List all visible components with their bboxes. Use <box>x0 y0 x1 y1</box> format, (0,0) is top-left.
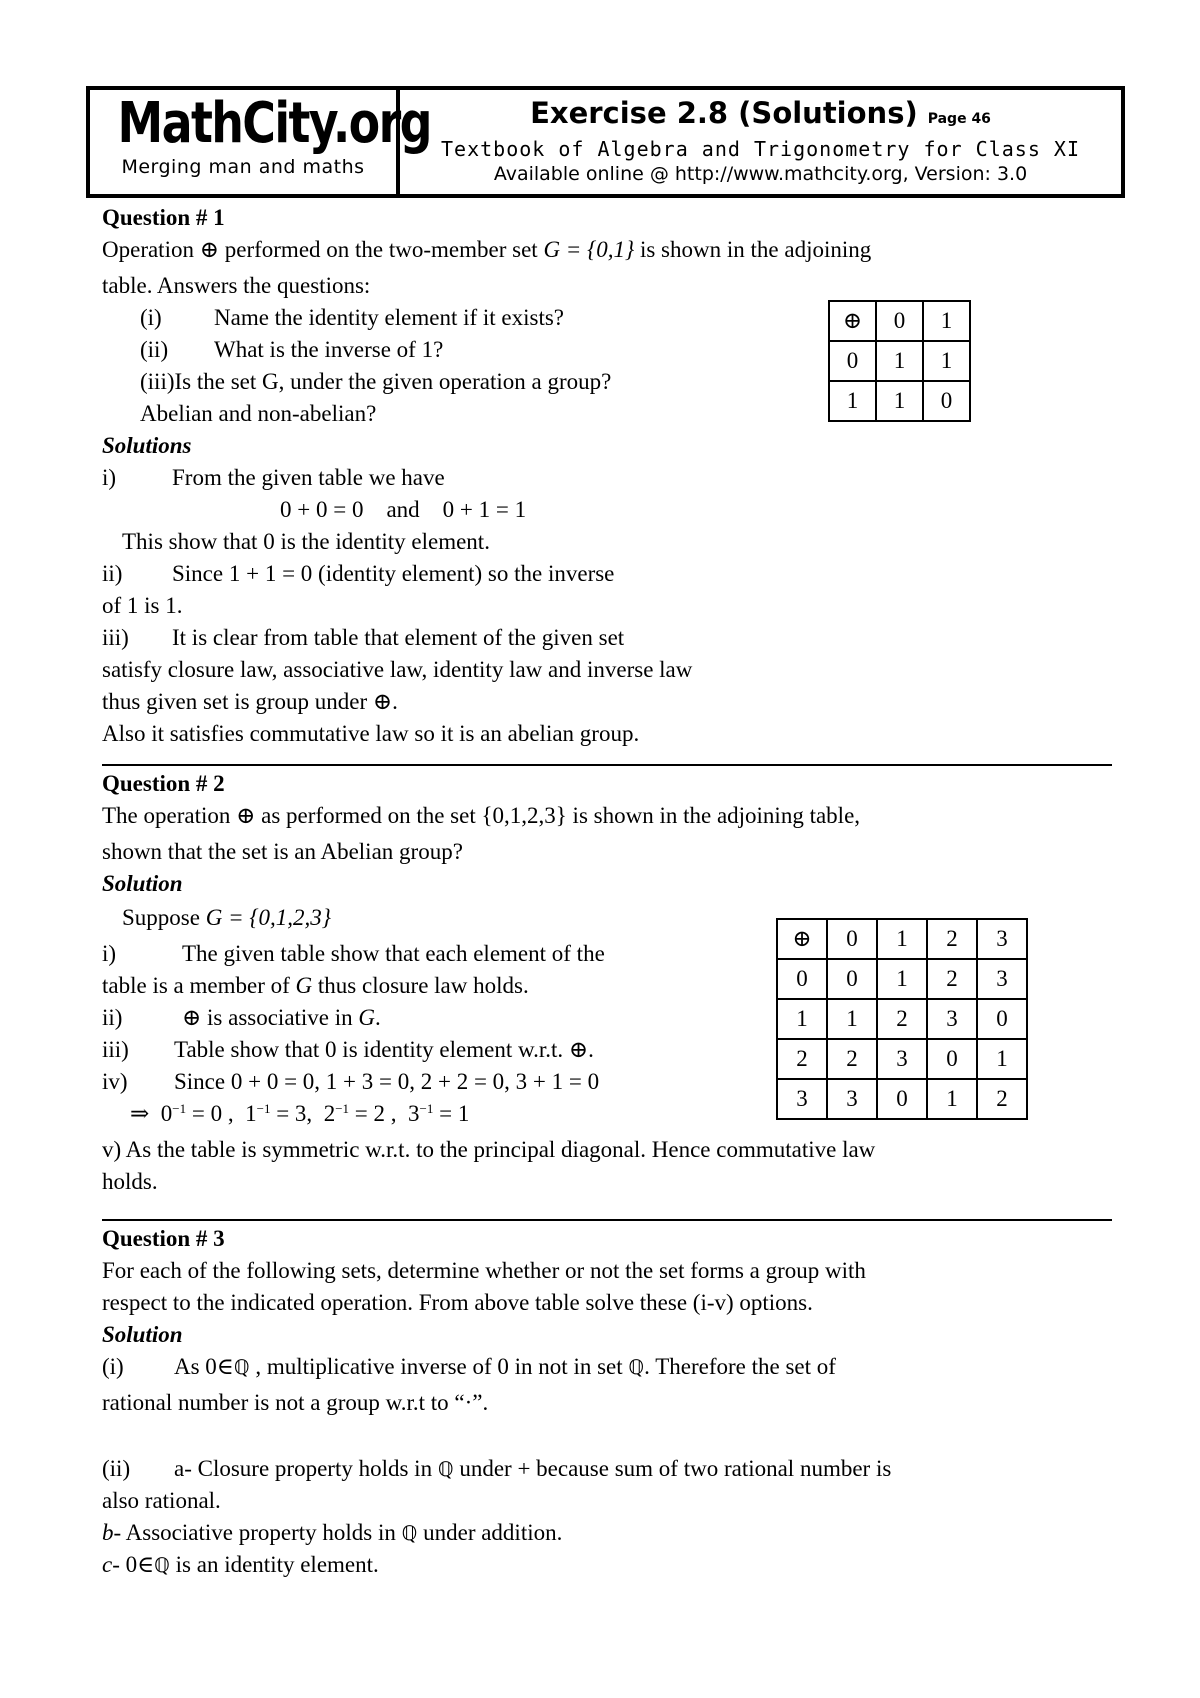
solution-line: This show that 0 is the identity element. <box>122 529 490 554</box>
solution-line: i) The given table show that each element of the <box>102 941 605 966</box>
table-cell: 0 <box>977 999 1027 1039</box>
table-cell: 1 <box>829 381 876 421</box>
table-row <box>777 1039 1027 1079</box>
solution-line: iv) Since 0 + 0 = 0, 1 + 3 = 0, 2 + 2 = 0, 3 + 1 = 0 <box>102 1069 600 1094</box>
table-row <box>777 919 1027 959</box>
solution-line: (i) As 0∈ℚ , multiplicative inverse of 0 in not in set ℚ. Therefore the set of <box>102 1354 836 1379</box>
table-row <box>829 381 970 421</box>
rational-set-symbol: ℚ <box>154 1553 170 1577</box>
table-cell: 1 <box>877 959 927 999</box>
solution-line: satisfy closure law, associative law, identity law and inverse law <box>102 657 693 682</box>
table-cell: 1 <box>927 1079 977 1119</box>
math-set: G = {0,1,2,3} <box>205 905 331 930</box>
table-cell: 0 <box>777 959 827 999</box>
question-text: Operation ⊕ performed on the two-member set G = {0,1} is shown in the adjoining <box>102 237 872 262</box>
table-cell: 1 <box>923 341 970 381</box>
table-cell: 0 <box>877 1079 927 1119</box>
availability-line: Available online @ http://www.mathcity.org, Version: 3.0 <box>493 163 1028 185</box>
question-heading: Question # 2 <box>102 771 225 796</box>
question-heading: Question # 3 <box>102 1226 225 1251</box>
table-cell: 2 <box>827 1039 877 1079</box>
question-item: (iii)Is the set G, under the given operation a group? <box>140 369 612 394</box>
solution-heading: Solutions <box>102 433 192 458</box>
table-cell: ⊕ <box>829 301 876 341</box>
table-row <box>777 999 1027 1039</box>
table-cell: 2 <box>927 959 977 999</box>
table-cell: 3 <box>977 959 1027 999</box>
table-cell: 1 <box>876 381 923 421</box>
solution-line: of 1 is 1. <box>102 593 183 618</box>
question-heading: Question # 1 <box>102 205 225 230</box>
solution-heading: Solution <box>102 871 183 896</box>
question-text: shown that the set is an Abelian group? <box>102 839 463 864</box>
table-cell: ⊕ <box>777 919 827 959</box>
table-cell: 0 <box>827 959 877 999</box>
rational-set-symbol: ℚ <box>401 1521 418 1545</box>
question-3 <box>102 1223 1112 1581</box>
solution-line: Suppose G = {0,1,2,3} <box>122 905 331 930</box>
solution-line: also rational. <box>102 1488 221 1513</box>
table-cell: 3 <box>927 999 977 1039</box>
table-cell: 1 <box>877 919 927 959</box>
solution-line: iii) Table show that 0 is identity element w.r.t. ⊕. <box>102 1037 594 1062</box>
solution-heading: Solution <box>102 1322 183 1347</box>
solution-line: holds. <box>102 1169 158 1194</box>
table-cell: 2 <box>877 999 927 1039</box>
solution-line: (ii) a- Closure property holds in ℚ under + because sum of two rational number is <box>102 1456 892 1481</box>
table-cell: 3 <box>827 1079 877 1119</box>
table-row <box>829 301 970 341</box>
question-text: respect to the indicated operation. From above table solve these (i-v) options. <box>102 1290 813 1315</box>
question-item: (ii) What is the inverse of 1? <box>140 337 444 362</box>
table-cell: 1 <box>977 1039 1027 1079</box>
rational-set-symbol: ℚ <box>437 1457 454 1481</box>
math-equation: ⇒ $0^{-1} = 0$ , $1^{-1} = 3$, $2^{-1} = 2$ , $3^{-1} = 1$ <box>130 1101 470 1126</box>
rational-set-symbol: ℚ <box>233 1355 250 1379</box>
table-cell: 0 <box>923 381 970 421</box>
table-cell: 2 <box>927 919 977 959</box>
solution-line: iii) It is clear from table that element of the given set <box>102 625 625 650</box>
table-cell: 1 <box>923 301 970 341</box>
question-text: The operation ⊕ as performed on the set {0,1,2,3} is shown in the adjoining table, <box>102 803 861 828</box>
solution-line: ii) Since 1 + 1 = 0 (identity element) so the inverse <box>102 561 615 586</box>
page-header <box>86 86 1125 198</box>
question-text: For each of the following sets, determine whether or not the set forms a group with <box>102 1258 866 1283</box>
table-cell: 1 <box>777 999 827 1039</box>
table-cell: 2 <box>777 1039 827 1079</box>
brand-box <box>90 90 431 194</box>
solution-line: rational number is not a group w.r.t to “·”. <box>102 1390 489 1415</box>
section-divider <box>102 764 1112 766</box>
table-cell: 0 <box>876 301 923 341</box>
question-text: table. Answers the questions: <box>102 273 371 298</box>
table-row <box>829 341 970 381</box>
table-cell: 0 <box>829 341 876 381</box>
solution-line: ii) ⊕ is associative in G. <box>102 1005 381 1030</box>
table-cell: 3 <box>777 1079 827 1119</box>
header-info <box>400 90 1121 194</box>
table-cell: 1 <box>876 341 923 381</box>
solution-line: c- 0∈ℚ is an identity element. <box>102 1552 379 1577</box>
table-cell: 1 <box>827 999 877 1039</box>
solution-line: v) As the table is symmetric w.r.t. to the principal diagonal. Hence commutative law <box>102 1137 876 1162</box>
math-equation: 0 + 0 = 0 and 0 + 1 = 1 <box>280 497 527 522</box>
exercise-title <box>400 96 1121 136</box>
question-item: (i) Name the identity element if it exists? <box>140 305 565 330</box>
site-tagline: Merging man and maths <box>121 156 365 178</box>
operation-table-q1 <box>828 300 971 422</box>
math-set: G = {0,1} <box>543 237 635 262</box>
table-row <box>777 959 1027 999</box>
section-divider <box>102 1219 1112 1221</box>
table-cell: 0 <box>927 1039 977 1079</box>
table-cell: 0 <box>827 919 877 959</box>
solution-line: Also it satisfies commutative law so it is an abelian group. <box>102 721 640 746</box>
question-item: Abelian and non-abelian? <box>140 401 377 426</box>
book-title: Textbook of Algebra and Trigonometry for Class XI <box>440 137 1080 161</box>
solution-line: b- Associative property holds in ℚ under addition. <box>102 1520 563 1545</box>
table-cell: 2 <box>977 1079 1027 1119</box>
solution-line: thus given set is group under ⊕. <box>102 689 398 714</box>
page-number: Page 46 <box>927 111 991 127</box>
solution-line: i) From the given table we have <box>102 465 445 490</box>
table-cell: 3 <box>877 1039 927 1079</box>
table-cell: 3 <box>977 919 1027 959</box>
exercise-title-text: Exercise 2.8 (Solutions) <box>530 96 918 130</box>
table-row <box>777 1079 1027 1119</box>
operation-table-q2 <box>776 918 1028 1120</box>
question-1 <box>102 202 1112 750</box>
solution-line: table is a member of G thus closure law holds. <box>102 973 529 998</box>
rational-set-symbol: ℚ <box>628 1355 645 1379</box>
site-logo: MathCity.org <box>117 91 431 156</box>
